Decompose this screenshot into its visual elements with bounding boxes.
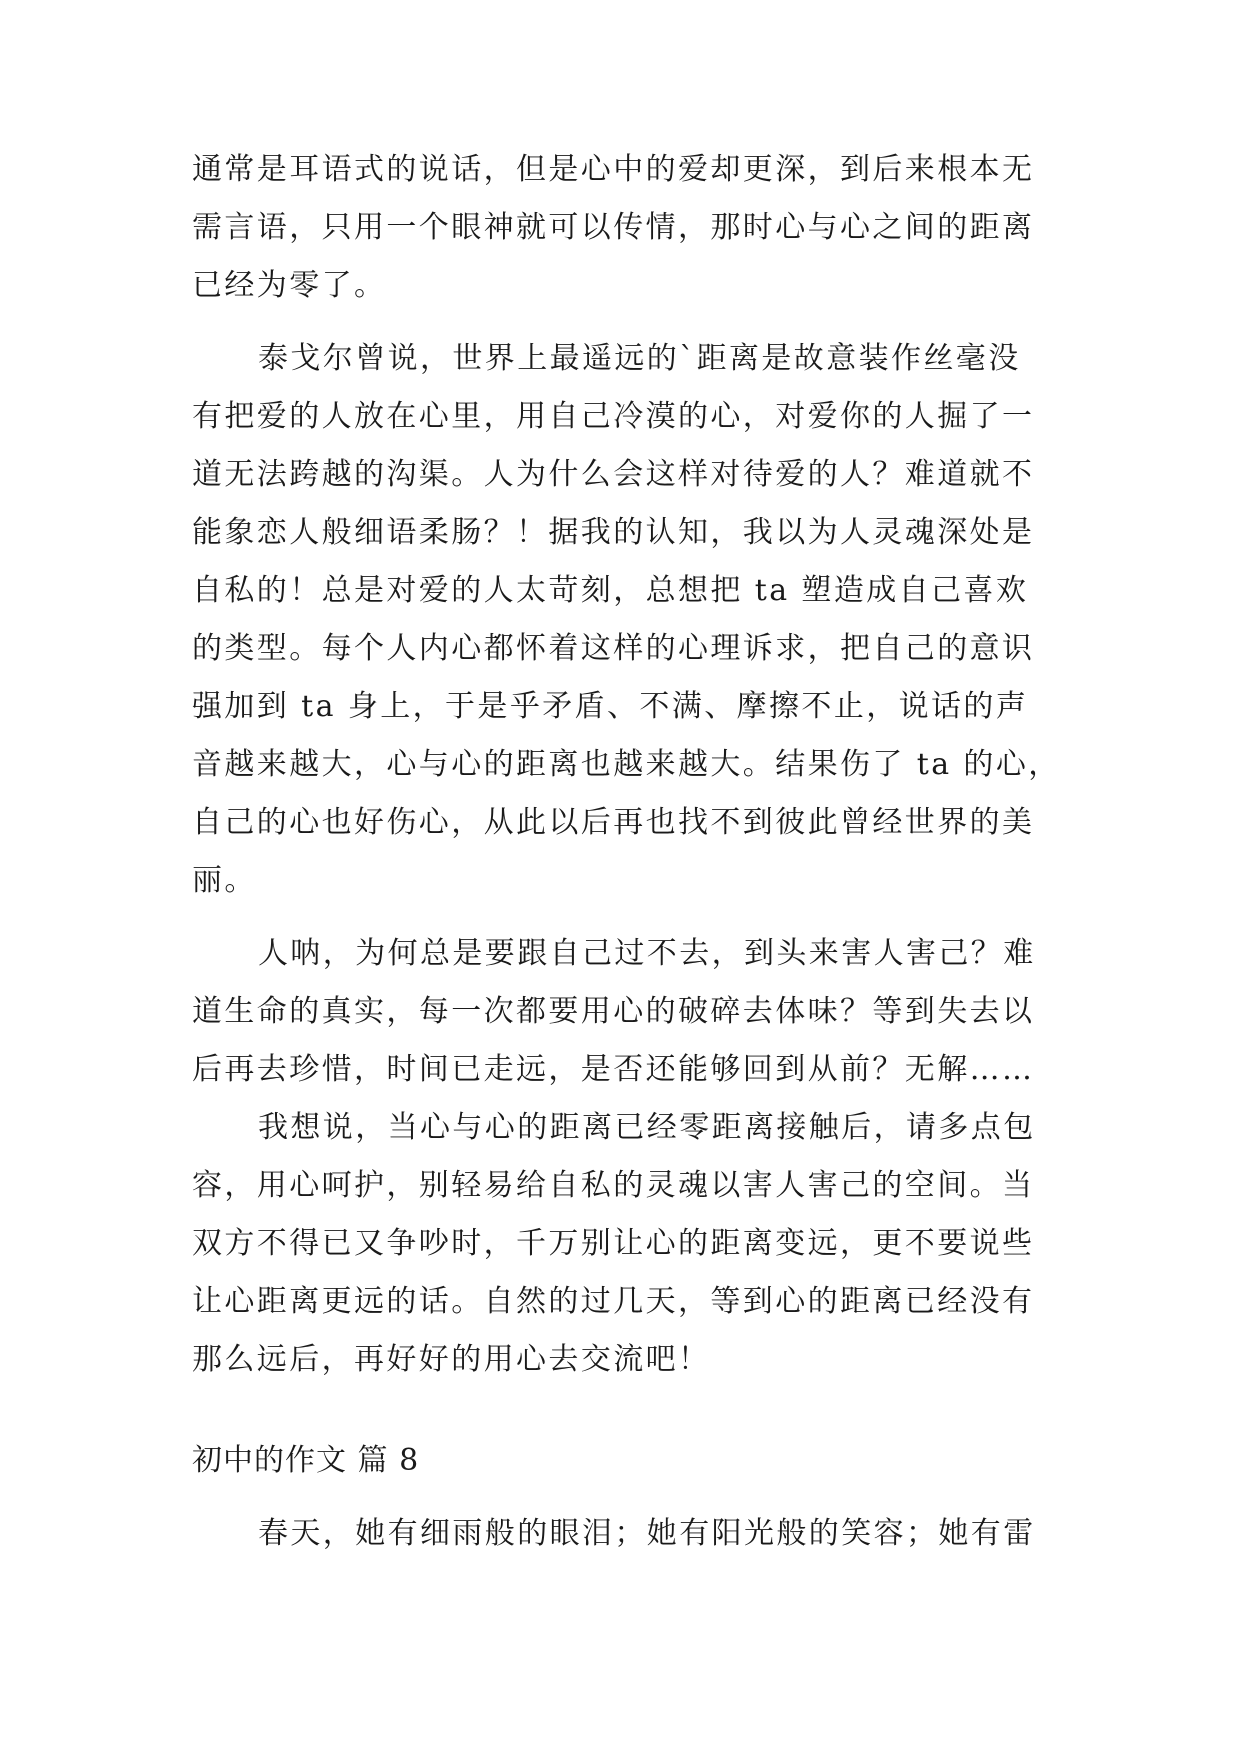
paragraph-3-line-1: 人呐，为何总是要跟自己过不去，到头来害人害己？难 (258, 936, 1036, 971)
paragraph-2-line-6: 的类型。每个人内心都怀着这样的心理诉求，把自己的意识 (192, 631, 1035, 666)
paragraph-1-line-2: 需言语，只用一个眼神就可以传情，那时心与心之间的距离 (192, 210, 1035, 245)
paragraph-2-line-3: 道无法跨越的沟渠。人为什么会这样对待爱的人？难道就不 (192, 457, 1035, 492)
paragraph-4-line-4: 让心距离更远的话。自然的过几天，等到心的距离已经没有 (192, 1284, 1035, 1319)
paragraph-1-line-3: 已经为零了。 (192, 268, 387, 303)
paragraph-4-line-1: 我想说，当心与心的距离已经零距离接触后，请多点包 (258, 1110, 1036, 1145)
paragraph-2-line-1: 泰戈尔曾说，世界上最遥远的`距离是故意装作丝毫没 (258, 341, 1021, 376)
paragraph-2-line-9: 自己的心也好伤心，从此以后再也找不到彼此曾经世界的美 (192, 805, 1035, 840)
paragraph-2-line-2: 有把爱的人放在心里，用自己冷漠的心，对爱你的人掘了一 (192, 399, 1035, 434)
paragraph-3-line-3: 后再去珍惜，时间已走远，是否还能够回到从前？无解…… (192, 1052, 1035, 1087)
paragraph-1-line-1: 通常是耳语式的说话，但是心中的爱却更深，到后来根本无 (192, 152, 1035, 187)
paragraph-4-line-2: 容，用心呵护，别轻易给自私的灵魂以害人害己的空间。当 (192, 1168, 1035, 1203)
paragraph-2-line-10: 丽。 (192, 863, 257, 898)
paragraph-2-line-5: 自私的！总是对爱的人太苛刻，总想把 ta 塑造成自己喜欢 (192, 573, 1029, 608)
paragraph-4-line-3: 双方不得已又争吵时，千万别让心的距离变远，更不要说些 (192, 1226, 1035, 1261)
section-heading: 初中的作文 篇 8 (192, 1443, 420, 1478)
paragraph-2-line-4: 能象恋人般细语柔肠？！据我的认知，我以为人灵魂深处是 (192, 515, 1035, 550)
next-paragraph-line-1: 春天，她有细雨般的眼泪；她有阳光般的笑容；她有雷 (258, 1516, 1036, 1551)
paragraph-4-line-5: 那么远后，再好好的用心去交流吧！ (192, 1342, 711, 1377)
paragraph-2-line-8: 音越来越大，心与心的距离也越来越大。结果伤了 ta 的心， (192, 747, 1061, 782)
paragraph-2-line-7: 强加到 ta 身上，于是乎矛盾、不满、摩擦不止，说话的声 (192, 689, 1029, 724)
paragraph-3-line-2: 道生命的真实，每一次都要用心的破碎去体味？等到失去以 (192, 994, 1035, 1029)
